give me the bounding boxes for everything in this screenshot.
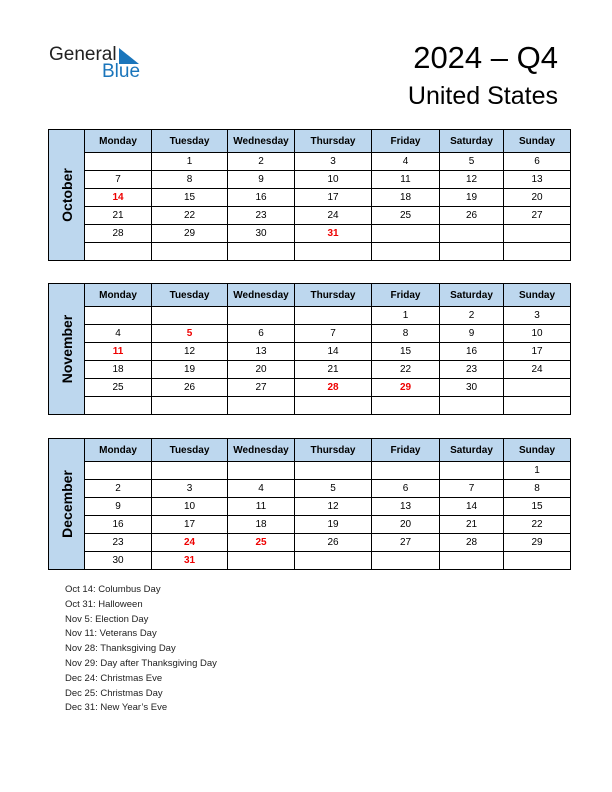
day-cell: 11 <box>85 343 152 361</box>
week-row <box>49 343 571 361</box>
month-table-november <box>48 283 571 415</box>
day-cell: 16 <box>440 343 504 361</box>
day-cell: 1 <box>152 153 228 171</box>
day-cell: 19 <box>295 516 372 534</box>
holiday-list <box>65 583 217 716</box>
day-cell: 8 <box>372 325 440 343</box>
day-cell: 6 <box>372 480 440 498</box>
day-cell <box>228 552 295 570</box>
weekday-header: Saturday <box>440 130 504 153</box>
month-name: December <box>58 470 75 538</box>
day-cell: 7 <box>295 325 372 343</box>
day-cell: 28 <box>440 534 504 552</box>
day-cell <box>152 307 228 325</box>
day-cell: 22 <box>372 361 440 379</box>
month-name: October <box>58 168 75 222</box>
day-cell <box>152 462 228 480</box>
holiday-note: Dec 25: Christmas Day <box>65 687 163 699</box>
day-cell: 1 <box>504 462 571 480</box>
day-cell <box>228 462 295 480</box>
weekday-header: Thursday <box>295 439 372 462</box>
day-cell: 20 <box>372 516 440 534</box>
holiday-note: Oct 14: Columbus Day <box>65 584 161 595</box>
holiday-note: Oct 31: Halloween <box>65 598 143 610</box>
day-cell <box>372 462 440 480</box>
day-cell: 3 <box>152 480 228 498</box>
day-cell: 2 <box>228 153 295 171</box>
day-cell <box>85 243 152 261</box>
day-cell: 29 <box>372 379 440 397</box>
month-label <box>49 439 85 570</box>
weekday-header: Sunday <box>504 130 571 153</box>
day-cell: 20 <box>504 189 571 207</box>
day-cell <box>152 243 228 261</box>
day-cell: 13 <box>504 171 571 189</box>
day-cell: 27 <box>372 534 440 552</box>
month-label <box>49 130 85 261</box>
day-cell: 9 <box>85 498 152 516</box>
day-cell <box>504 225 571 243</box>
day-cell: 5 <box>152 325 228 343</box>
day-cell: 27 <box>504 207 571 225</box>
day-cell <box>372 552 440 570</box>
month-table-october <box>48 129 571 261</box>
day-cell: 21 <box>440 516 504 534</box>
day-cell: 10 <box>152 498 228 516</box>
weekday-header: Saturday <box>440 284 504 307</box>
day-cell: 23 <box>228 207 295 225</box>
day-cell: 5 <box>440 153 504 171</box>
day-cell: 11 <box>228 498 295 516</box>
holiday-note: Nov 5: Election Day <box>65 613 149 625</box>
day-cell: 4 <box>85 325 152 343</box>
day-cell: 23 <box>440 361 504 379</box>
country-subtitle: United States <box>407 82 558 110</box>
day-cell: 24 <box>152 534 228 552</box>
holiday-note: Dec 24: Christmas Eve <box>65 672 163 684</box>
day-cell: 30 <box>440 379 504 397</box>
weekday-header: Wednesday <box>228 130 295 153</box>
day-cell: 3 <box>504 307 571 325</box>
week-row <box>49 207 571 225</box>
day-cell <box>85 307 152 325</box>
day-cell: 11 <box>372 171 440 189</box>
day-cell <box>85 462 152 480</box>
day-cell: 16 <box>228 189 295 207</box>
day-cell <box>295 462 372 480</box>
day-cell: 27 <box>228 379 295 397</box>
day-cell: 6 <box>228 325 295 343</box>
day-cell <box>372 243 440 261</box>
day-cell: 12 <box>152 343 228 361</box>
holiday-note: Nov 29: Day after Thanksgiving Day <box>65 657 217 669</box>
month-name: November <box>58 314 75 384</box>
day-cell: 13 <box>228 343 295 361</box>
day-cell: 20 <box>228 361 295 379</box>
day-cell: 21 <box>85 207 152 225</box>
day-cell: 18 <box>85 361 152 379</box>
logo-text-blue: Blue <box>102 61 141 82</box>
day-cell: 14 <box>295 343 372 361</box>
day-cell <box>504 379 571 397</box>
week-row <box>49 480 571 498</box>
day-cell: 13 <box>372 498 440 516</box>
weekday-header: Friday <box>372 130 440 153</box>
day-cell: 8 <box>152 171 228 189</box>
day-cell: 10 <box>504 325 571 343</box>
day-cell: 4 <box>228 480 295 498</box>
weekday-header: Friday <box>372 439 440 462</box>
day-cell <box>228 243 295 261</box>
day-cell: 26 <box>295 534 372 552</box>
week-row <box>49 189 571 207</box>
weekday-header: Tuesday <box>152 130 228 153</box>
day-cell: 16 <box>85 516 152 534</box>
day-cell <box>85 153 152 171</box>
day-cell: 4 <box>372 153 440 171</box>
day-cell: 26 <box>440 207 504 225</box>
weekday-header: Monday <box>85 439 152 462</box>
page-title: 2024 – Q4 <box>413 40 558 75</box>
day-cell: 15 <box>504 498 571 516</box>
week-row <box>49 552 571 570</box>
weekday-header: Monday <box>85 284 152 307</box>
day-cell: 19 <box>440 189 504 207</box>
week-row <box>49 225 571 243</box>
day-cell <box>228 307 295 325</box>
day-cell: 2 <box>85 480 152 498</box>
day-cell <box>504 397 571 415</box>
day-cell: 12 <box>295 498 372 516</box>
day-cell <box>504 552 571 570</box>
day-cell <box>440 552 504 570</box>
weekday-header: Friday <box>372 284 440 307</box>
weekday-header: Thursday <box>295 284 372 307</box>
day-cell: 31 <box>152 552 228 570</box>
week-row <box>49 516 571 534</box>
week-row <box>49 243 571 261</box>
day-cell: 26 <box>152 379 228 397</box>
day-cell <box>152 397 228 415</box>
weekday-header: Wednesday <box>228 439 295 462</box>
day-cell: 22 <box>504 516 571 534</box>
week-row <box>49 397 571 415</box>
week-row <box>49 171 571 189</box>
day-cell: 12 <box>440 171 504 189</box>
weekday-header: Thursday <box>295 130 372 153</box>
day-cell: 30 <box>228 225 295 243</box>
day-cell <box>85 397 152 415</box>
day-cell: 17 <box>152 516 228 534</box>
day-cell: 25 <box>228 534 295 552</box>
day-cell: 25 <box>372 207 440 225</box>
weekday-header: Tuesday <box>152 284 228 307</box>
day-cell: 19 <box>152 361 228 379</box>
day-cell <box>440 462 504 480</box>
day-cell: 31 <box>295 225 372 243</box>
weekday-header: Sunday <box>504 284 571 307</box>
holiday-note: Nov 28: Thanksgiving Day <box>65 643 176 655</box>
day-cell: 8 <box>504 480 571 498</box>
day-cell: 24 <box>504 361 571 379</box>
day-cell: 3 <box>295 153 372 171</box>
weekday-header: Wednesday <box>228 284 295 307</box>
day-cell: 2 <box>440 307 504 325</box>
day-cell <box>440 225 504 243</box>
day-cell: 5 <box>295 480 372 498</box>
day-cell <box>295 243 372 261</box>
day-cell: 25 <box>85 379 152 397</box>
day-cell <box>295 552 372 570</box>
holiday-note: Nov 11: Veterans Day <box>65 628 157 640</box>
day-cell: 30 <box>85 552 152 570</box>
day-cell: 28 <box>295 379 372 397</box>
week-row <box>49 379 571 397</box>
day-cell: 6 <box>504 153 571 171</box>
logo-text-general: General <box>49 44 117 65</box>
day-cell <box>228 397 295 415</box>
week-row <box>49 498 571 516</box>
day-cell <box>504 243 571 261</box>
week-row <box>49 361 571 379</box>
day-cell <box>295 397 372 415</box>
day-cell: 29 <box>152 225 228 243</box>
day-cell: 24 <box>295 207 372 225</box>
week-row <box>49 325 571 343</box>
week-row <box>49 307 571 325</box>
day-cell <box>295 307 372 325</box>
day-cell: 14 <box>85 189 152 207</box>
day-cell: 29 <box>504 534 571 552</box>
week-row <box>49 534 571 552</box>
day-cell: 21 <box>295 361 372 379</box>
holiday-note: Dec 31: New Year’s Eve <box>65 702 168 714</box>
day-cell: 10 <box>295 171 372 189</box>
month-label <box>49 284 85 415</box>
day-cell <box>372 397 440 415</box>
weekday-header: Saturday <box>440 439 504 462</box>
day-cell: 1 <box>372 307 440 325</box>
weekday-header: Tuesday <box>152 439 228 462</box>
day-cell: 28 <box>85 225 152 243</box>
day-cell: 9 <box>440 325 504 343</box>
day-cell: 17 <box>295 189 372 207</box>
weekday-header: Sunday <box>504 439 571 462</box>
day-cell <box>440 243 504 261</box>
day-cell: 18 <box>372 189 440 207</box>
day-cell: 15 <box>372 343 440 361</box>
month-table-december <box>48 438 571 570</box>
weekday-header: Monday <box>85 130 152 153</box>
day-cell <box>440 397 504 415</box>
day-cell: 7 <box>85 171 152 189</box>
day-cell: 22 <box>152 207 228 225</box>
day-cell: 17 <box>504 343 571 361</box>
day-cell: 9 <box>228 171 295 189</box>
day-cell: 23 <box>85 534 152 552</box>
day-cell: 18 <box>228 516 295 534</box>
day-cell: 14 <box>440 498 504 516</box>
day-cell: 7 <box>440 480 504 498</box>
day-cell: 15 <box>152 189 228 207</box>
week-row <box>49 462 571 480</box>
week-row <box>49 153 571 171</box>
day-cell <box>372 225 440 243</box>
